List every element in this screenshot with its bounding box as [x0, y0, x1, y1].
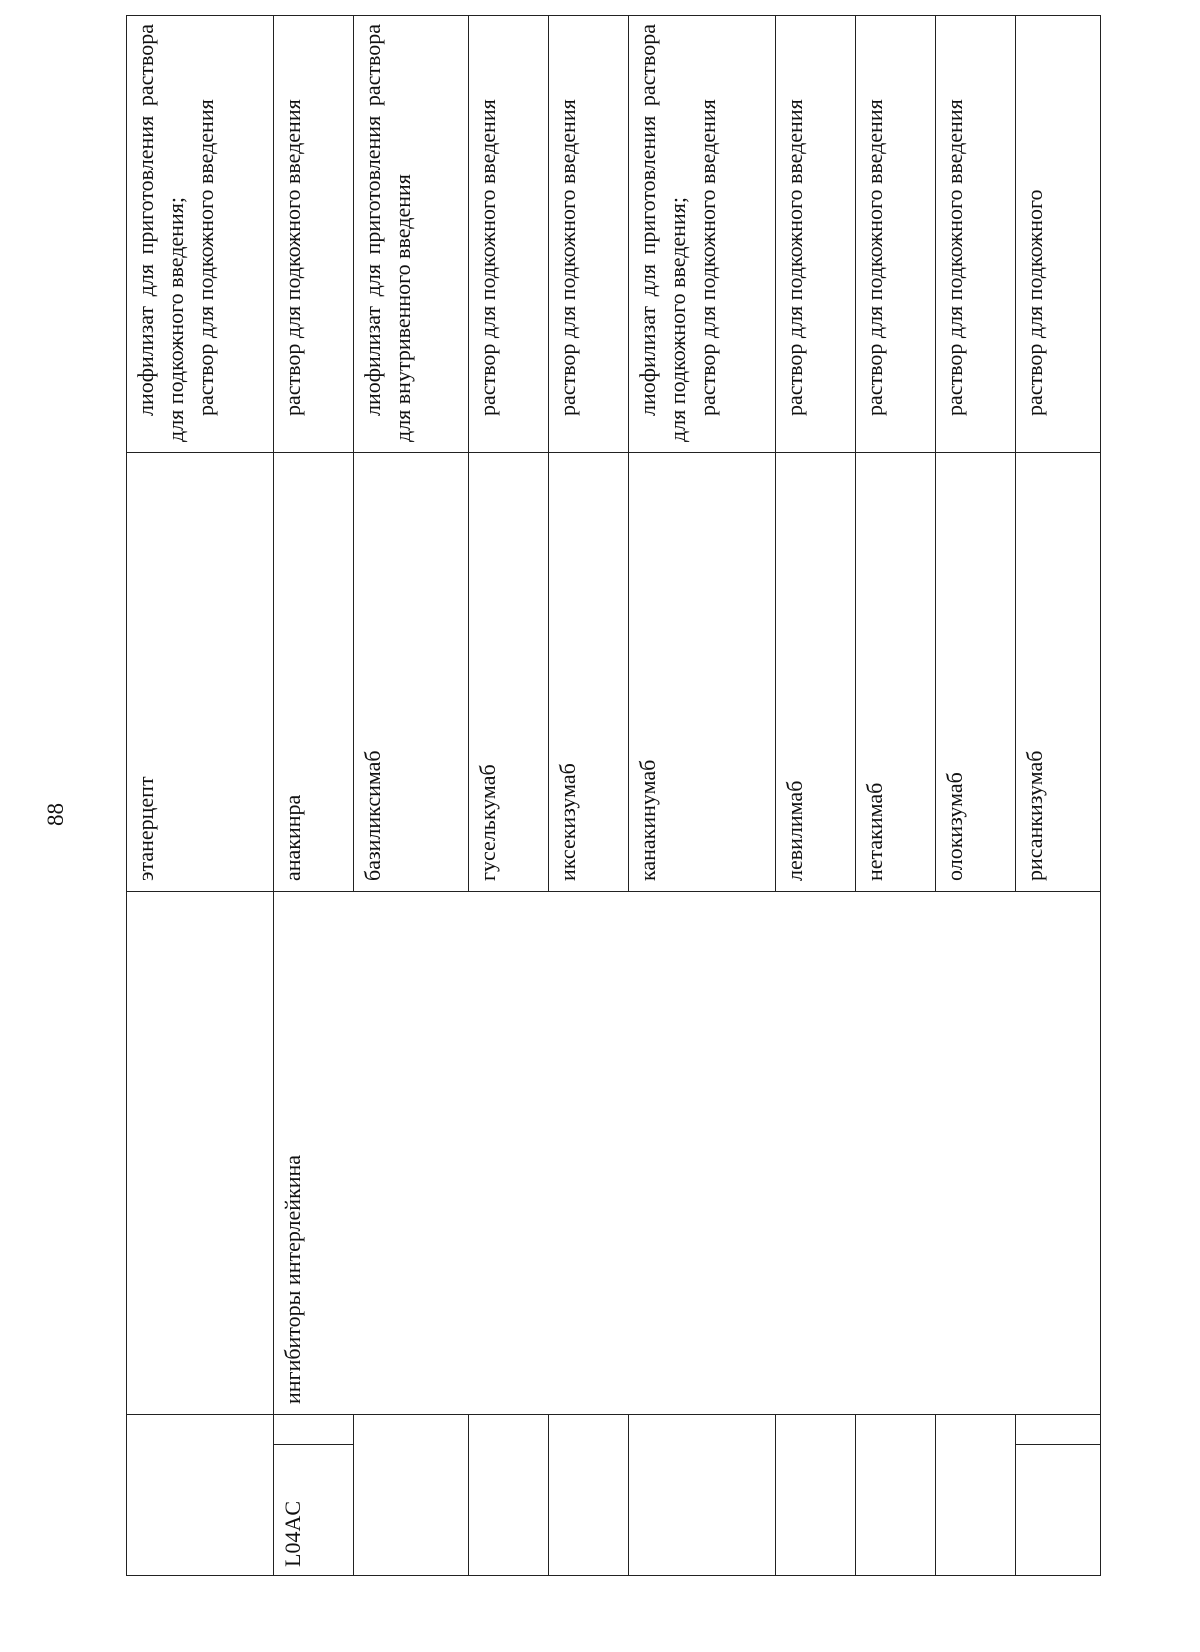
- rotated-table-container: [126, 24, 1100, 1576]
- code-cell: [469, 1415, 549, 1576]
- group-cell: [127, 892, 274, 1415]
- form-cell: [549, 16, 629, 453]
- code-cell: [629, 1415, 776, 1576]
- inn-cell: иксекизумаб: [549, 453, 629, 892]
- group-cell: ингибиторы интерлейкина: [274, 892, 1101, 1415]
- code-cell: [936, 1415, 1016, 1576]
- code-cell: [856, 1415, 936, 1576]
- form-line: раствор для подкожного введения: [782, 99, 807, 416]
- atc-code: L04AC: [274, 1444, 353, 1575]
- code-cell: [127, 1415, 274, 1576]
- inn-cell: нетакимаб: [856, 453, 936, 892]
- form-cell: [354, 16, 469, 453]
- form-line: раствор для подкожного введения: [555, 99, 580, 416]
- form-line: раствор для подкожного введения: [695, 99, 720, 416]
- inn-cell: олокизумаб: [936, 453, 1016, 892]
- drug-table: [126, 15, 1101, 1576]
- form-line: раствор для подкожного: [1022, 189, 1047, 416]
- table-row: [127, 16, 274, 1576]
- inn-cell: базиликсимаб: [354, 453, 469, 892]
- inn-cell: канакинумаб: [629, 453, 776, 892]
- inn-cell: левилимаб: [776, 453, 856, 892]
- form-cell: [469, 16, 549, 453]
- form-cell: [127, 16, 274, 453]
- inn-cell: анакинра: [274, 453, 354, 892]
- form-cell: [1016, 16, 1101, 453]
- code-cell: [354, 1415, 469, 1576]
- form-line: лиофилизат для приготовления раствора для внутривенного введения: [360, 24, 415, 442]
- inn-cell: рисанкизумаб: [1016, 453, 1101, 892]
- form-cell: [936, 16, 1016, 453]
- form-cell: [274, 16, 354, 453]
- form-line: раствор для подкожного введения: [280, 99, 305, 416]
- table-row: [274, 16, 354, 1576]
- form-line: раствор для подкожного введения: [942, 99, 967, 416]
- code-cell: [1016, 1415, 1101, 1576]
- form-line: раствор для подкожного введения: [475, 99, 500, 416]
- inn-cell: этанерцепт: [127, 453, 274, 892]
- form-line: лиофилизат для приготовления раствора для подкожного введения;: [635, 24, 690, 442]
- form-cell: [856, 16, 936, 453]
- inn-cell: гуселькумаб: [469, 453, 549, 892]
- form-line: раствор для подкожного введения: [193, 99, 218, 416]
- page-number: 88: [43, 803, 68, 826]
- form-cell: [629, 16, 776, 453]
- code-cell: [549, 1415, 629, 1576]
- form-line: лиофилизат для приготовления раствора для подкожного введения;: [133, 24, 188, 442]
- code-cell: [274, 1415, 354, 1576]
- code-cell: [776, 1415, 856, 1576]
- form-line: раствор для подкожного введения: [862, 99, 887, 416]
- form-cell: [776, 16, 856, 453]
